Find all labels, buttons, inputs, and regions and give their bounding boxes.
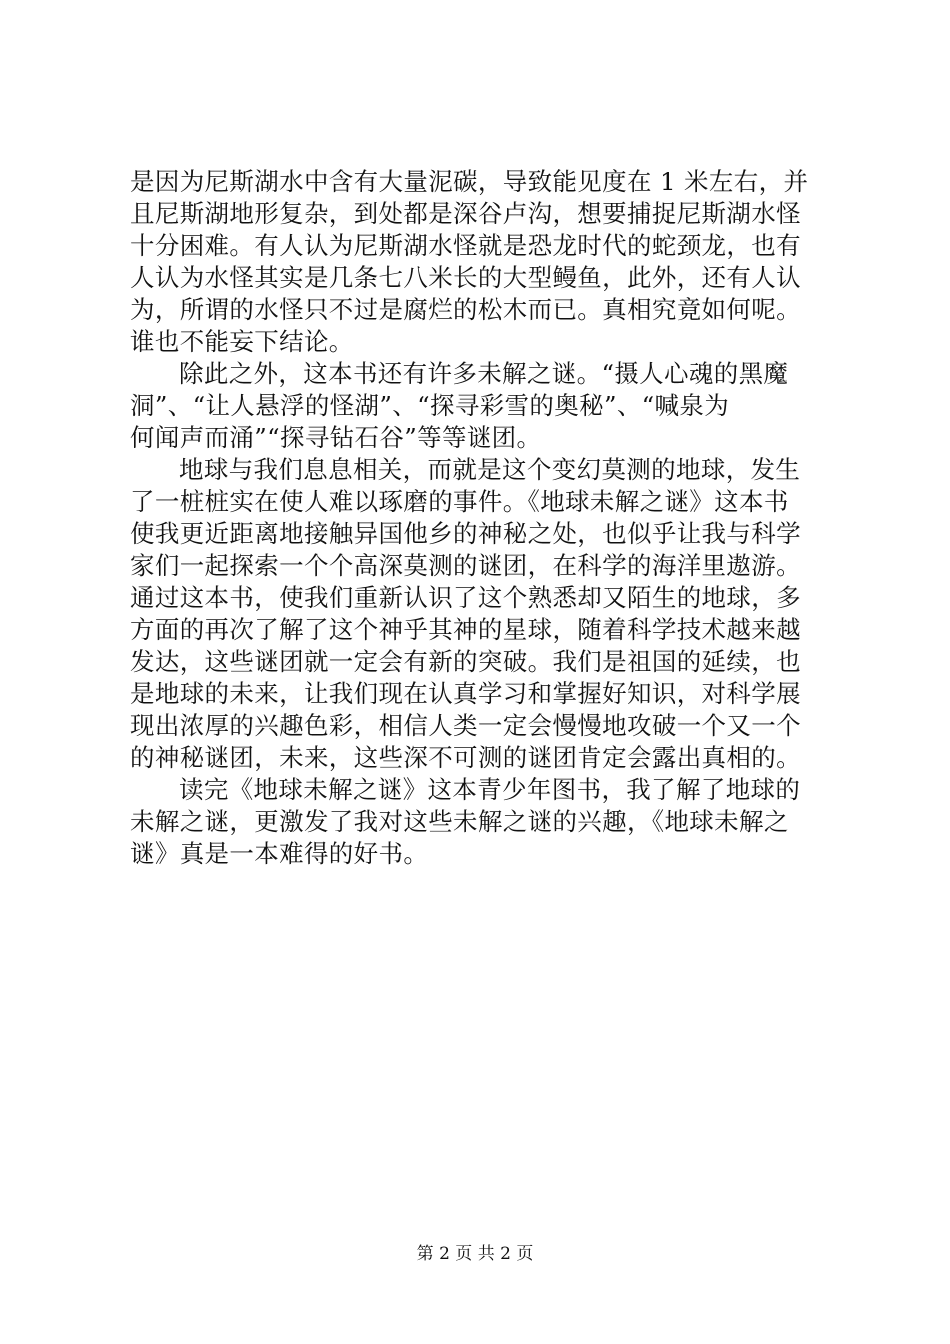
text-line: 读完《地球未解之谜》这本青少年图书，我了解了地球的 <box>179 775 801 804</box>
text-line: 使我更近距离地接触异国他乡的神秘之处，也似乎让我与科学 <box>130 519 801 548</box>
text-line: 为，所谓的水怪只不过是腐烂的松木而已。真相究竟如何呢。 <box>130 295 801 324</box>
text-line: 方面的再次了解了这个神乎其神的星球，随着科学技术越来越 <box>130 615 801 644</box>
text-line: 人认为水怪其实是几条七八米长的大型鳗鱼，此外，还有人认 <box>130 263 801 292</box>
text-line: 除此之外，这本书还有许多未解之谜。“摄人心魂的黑魔 <box>179 359 789 388</box>
text-line: 且尼斯湖地形复杂，到处都是深谷卢沟，想要捕捉尼斯湖水怪 <box>130 199 801 228</box>
text-line: 通过这本书，使我们重新认识了这个熟悉却又陌生的地球，多 <box>130 583 801 612</box>
text-line: 谜》真是一本难得的好书。 <box>130 839 429 868</box>
text-line: 现出浓厚的兴趣色彩，相信人类一定会慢慢地攻破一个又一个 <box>130 711 801 740</box>
text-line: 是地球的未来，让我们现在认真学习和掌握好知识，对科学展 <box>130 679 801 708</box>
text-line: 十分困难。有人认为尼斯湖水怪就是恐龙时代的蛇颈龙，也有 <box>130 231 801 260</box>
text-line: 家们一起探索一个个高深莫测的谜团，在科学的海洋里遨游。 <box>130 551 801 580</box>
text-line: 是因为尼斯湖水中含有大量泥碳，导致能见度在 1 米左右，并 <box>130 167 809 196</box>
page-footer: 第 2 页 共 2 页 <box>416 1244 534 1264</box>
text-line: 何闻声而涌”“探寻钻石谷”等等谜团。 <box>130 423 542 452</box>
text-line: 谁也不能妄下结论。 <box>130 327 354 356</box>
text-line: 地球与我们息息相关，而就是这个变幻莫测的地球，发生 <box>179 455 801 484</box>
text-line: 发达，这些谜团就一定会有新的突破。我们是祖国的延续，也 <box>130 647 801 676</box>
text-line: 洞”、“让人悬浮的怪湖”、“探寻彩雪的奥秘”、“喊泉为 <box>130 391 730 420</box>
text-line: 的神秘谜团，未来，这些深不可测的谜团肯定会露出真相的。 <box>130 743 801 772</box>
text-line: 未解之谜，更激发了我对这些未解之谜的兴趣，《地球未解之 <box>130 807 789 836</box>
text-line: 了一桩桩实在使人难以琢磨的事件。《地球未解之谜》这本书 <box>130 487 789 516</box>
document-body <box>130 166 832 870</box>
